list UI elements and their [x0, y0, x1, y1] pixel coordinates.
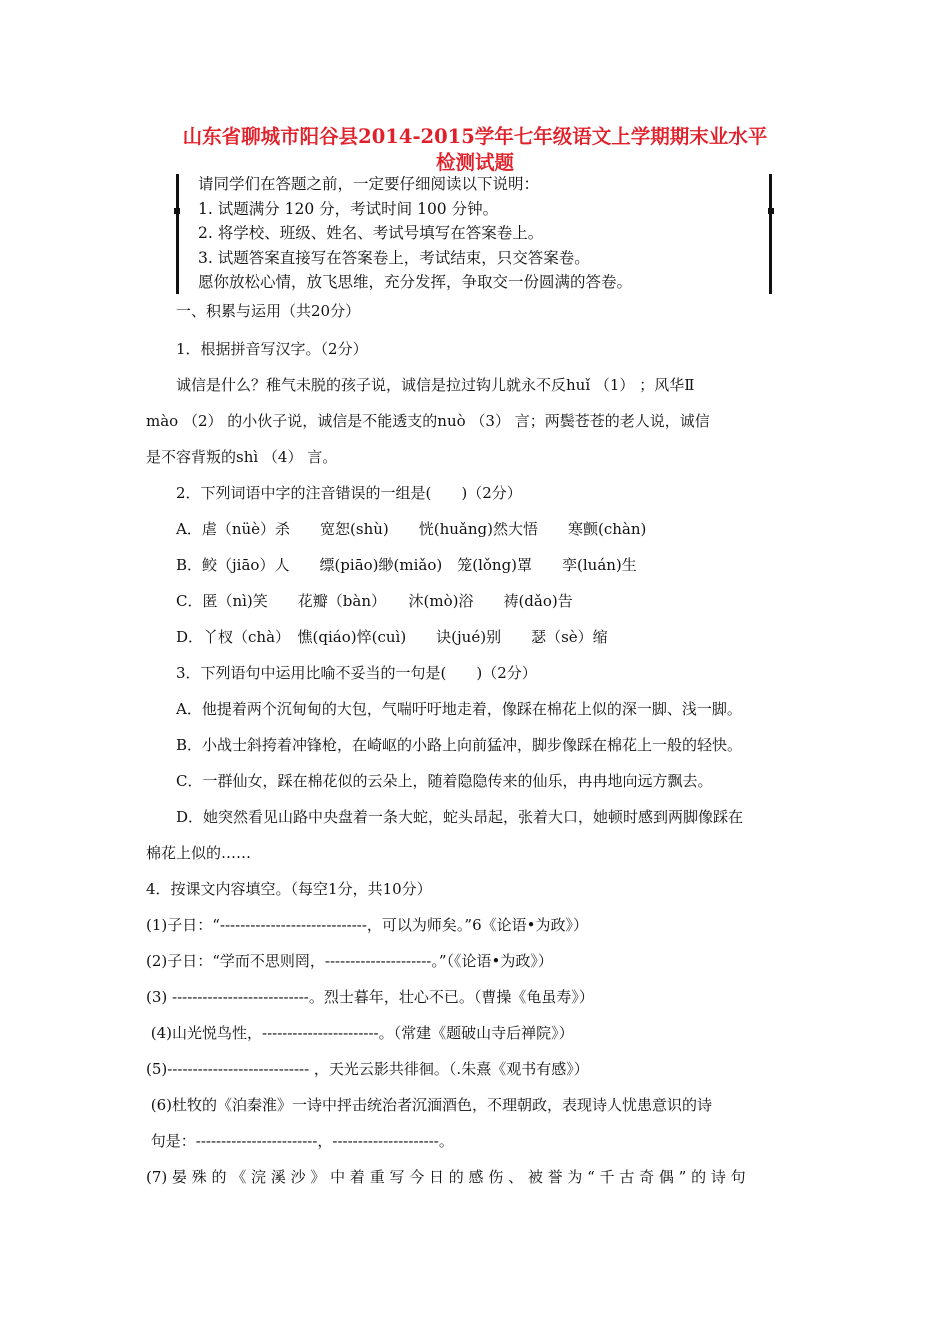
- question-1-text: 诚信是什么？稚气未脱的孩子说，诚信是拉过钩儿就永不反huǐ （1） ；风华Ⅱ: [176, 376, 695, 394]
- notice-line: 3. 试题答案直接写在答案卷上，考试结束，只交答案卷。: [198, 248, 590, 267]
- option-a: A．虐（nüè）杀 宽恕(shù) 恍(huǎng)然大悟 寒颤(chàn): [176, 520, 647, 538]
- notice-line: 1. 试题满分 120 分，考试时间 100 分钟。: [198, 199, 499, 218]
- option-b: B．小战士斜挎着冲锋枪，在崎岖的小路上向前猛冲，脚步像踩在棉花上一般的轻快。: [176, 736, 743, 754]
- notice-line: 2. 将学校、班级、姓名、考试号填写在答案卷上。: [198, 224, 544, 242]
- option-a: A．他提着两个沉甸甸的大包，气喘吁吁地走着，像踩在棉花上似的深一脚、浅一脚。: [176, 700, 742, 718]
- fill-blank-7: (7) 晏 殊 的 《 浣 溪 沙 》 中 着 重 写 今 日 的 感 伤 、 被 誉 为 “ 千 古 奇 偶 ” 的 诗 句: [146, 1168, 746, 1186]
- option-d-continued: 棉花上似的……: [146, 844, 252, 862]
- title-line-1: 山东省聊城市阳谷县2014-2015学年七年级语文上学期期末业水平: [182, 125, 768, 148]
- box-left-marker: [174, 208, 180, 214]
- option-d: D．她突然看见山路中央盘着一条大蛇，蛇头昂起，张着大口，她顿时感到两脚像踩在: [176, 808, 744, 826]
- document-title: [120, 124, 830, 176]
- option-b: B．鲛（jiāo）人 缥(piāo)缈(miǎo) 笼(lǒng)罩 孪(luán)生: [176, 556, 637, 574]
- notice-line: 愿你放松心情，放飞思维，充分发挥，争取交一份圆满的答卷。: [198, 273, 633, 291]
- question-1: 1．根据拼音写汉字。（2分）: [176, 340, 368, 358]
- fill-blank-6: (6)杜牧的《泊秦淮》一诗中抨击统治者沉湎酒色，不理朝政，表现诗人忧患意识的诗: [146, 1096, 713, 1114]
- question-1-text: mào （2） 的小伙子说，诚信是不能透支的nuò （3） 言；两鬓苍苍的老人说，诚信: [146, 412, 710, 430]
- fill-blank-4: (4)山光悦鸟性，-----------------------。（常建《题破山寺后禅院》）: [146, 1024, 574, 1042]
- question-4: 4．按课文内容填空。（每空1分，共10分）: [146, 880, 432, 898]
- title-line-2: 检测试题: [435, 151, 514, 174]
- question-1-text: 是不容背叛的shì （4） 言。: [146, 448, 338, 466]
- question-2: 2．下列词语中字的注音错误的一组是( )（2分）: [176, 484, 522, 502]
- option-c: C．匿（nì)笑 花瓣（bàn） 沐(mò)浴 祷(dǎo)告: [176, 592, 573, 610]
- fill-blank-1: (1)子日：“-----------------------------，可以为师矣。”6《论语•为政》）: [146, 916, 588, 934]
- fill-blank-2: (2)子日：“学而不思则罔，---------------------。”（《论语•为政》）: [146, 952, 553, 970]
- box-right-marker: [768, 208, 774, 214]
- option-c: C．一群仙女，踩在棉花似的云朵上，随着隐隐传来的仙乐，冉冉地向远方飘去。: [176, 772, 713, 790]
- fill-blank-6-continued: 句是：------------------------，---------------------。: [146, 1132, 454, 1150]
- notice-line: 请同学们在答题之前，一定要仔细阅读以下说明：: [198, 175, 540, 193]
- option-d: D．丫杈（chà） 憔(qiáo)悴(cuì) 诀(jué)别 瑟（sè）缩: [176, 628, 608, 646]
- question-3: 3．下列语句中运用比喻不妥当的一句是( )（2分）: [176, 664, 537, 682]
- fill-blank-5: (5)---------------------------- ，天光云影共徘徊。（.朱熹《观书有感》）: [146, 1060, 589, 1078]
- instructions-box: [176, 172, 772, 294]
- box-right-border: [769, 174, 772, 294]
- section-heading: 一、积累与运用（共20分）: [176, 302, 361, 320]
- box-left-border: [176, 174, 179, 294]
- fill-blank-3: (3) ---------------------------。烈士暮年，壮心不已。（曹操《龟虽寿》）: [146, 988, 594, 1006]
